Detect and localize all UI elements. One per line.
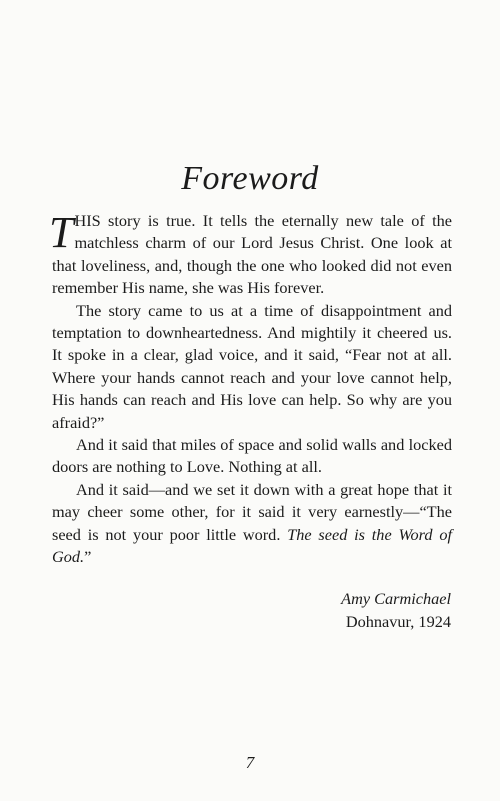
page-title: Foreword (181, 160, 319, 197)
paragraph-1 (49, 208, 452, 300)
author-name: Amy Carmichael (341, 589, 451, 608)
foreword-body (49, 208, 453, 569)
place-date: Dohnavur, 1924 (345, 612, 451, 631)
drop-cap: T (49, 208, 74, 257)
paragraph-1-text: HIS story is true. It tells the eternally new tale of the matchless charm of our Lord Jesus Christ. One look at that loveliness, and, though the one who looked did not even remember His name, she was His forever. (52, 211, 452, 298)
paragraph-4-italic: The seed is the Word of God. (52, 524, 453, 567)
paragraph-3: And it said that miles of space and solid walls and locked doors are nothing to Love. Nothing at all. (52, 435, 452, 477)
paragraph-4 (52, 479, 452, 569)
signature-block (341, 587, 451, 633)
paragraph-4-closing: ” (84, 547, 92, 567)
page-number: 7 (245, 753, 255, 772)
paragraph-2: The story came to us at a time of disappointment and temptation to downheartedness. And mightily it cheered us. It spoke in a clear, glad voice, and it said, “Fear not at all. Where your hands cannot reach and your love cannot help, His hands can reach and His love can help. So why are you afraid?” (52, 300, 452, 432)
paragraph-4-text: And it said—and we set it down with a great hope that it may cheer some other, for it said it very earnestly—“The seed is not your poor little word. (52, 479, 452, 544)
